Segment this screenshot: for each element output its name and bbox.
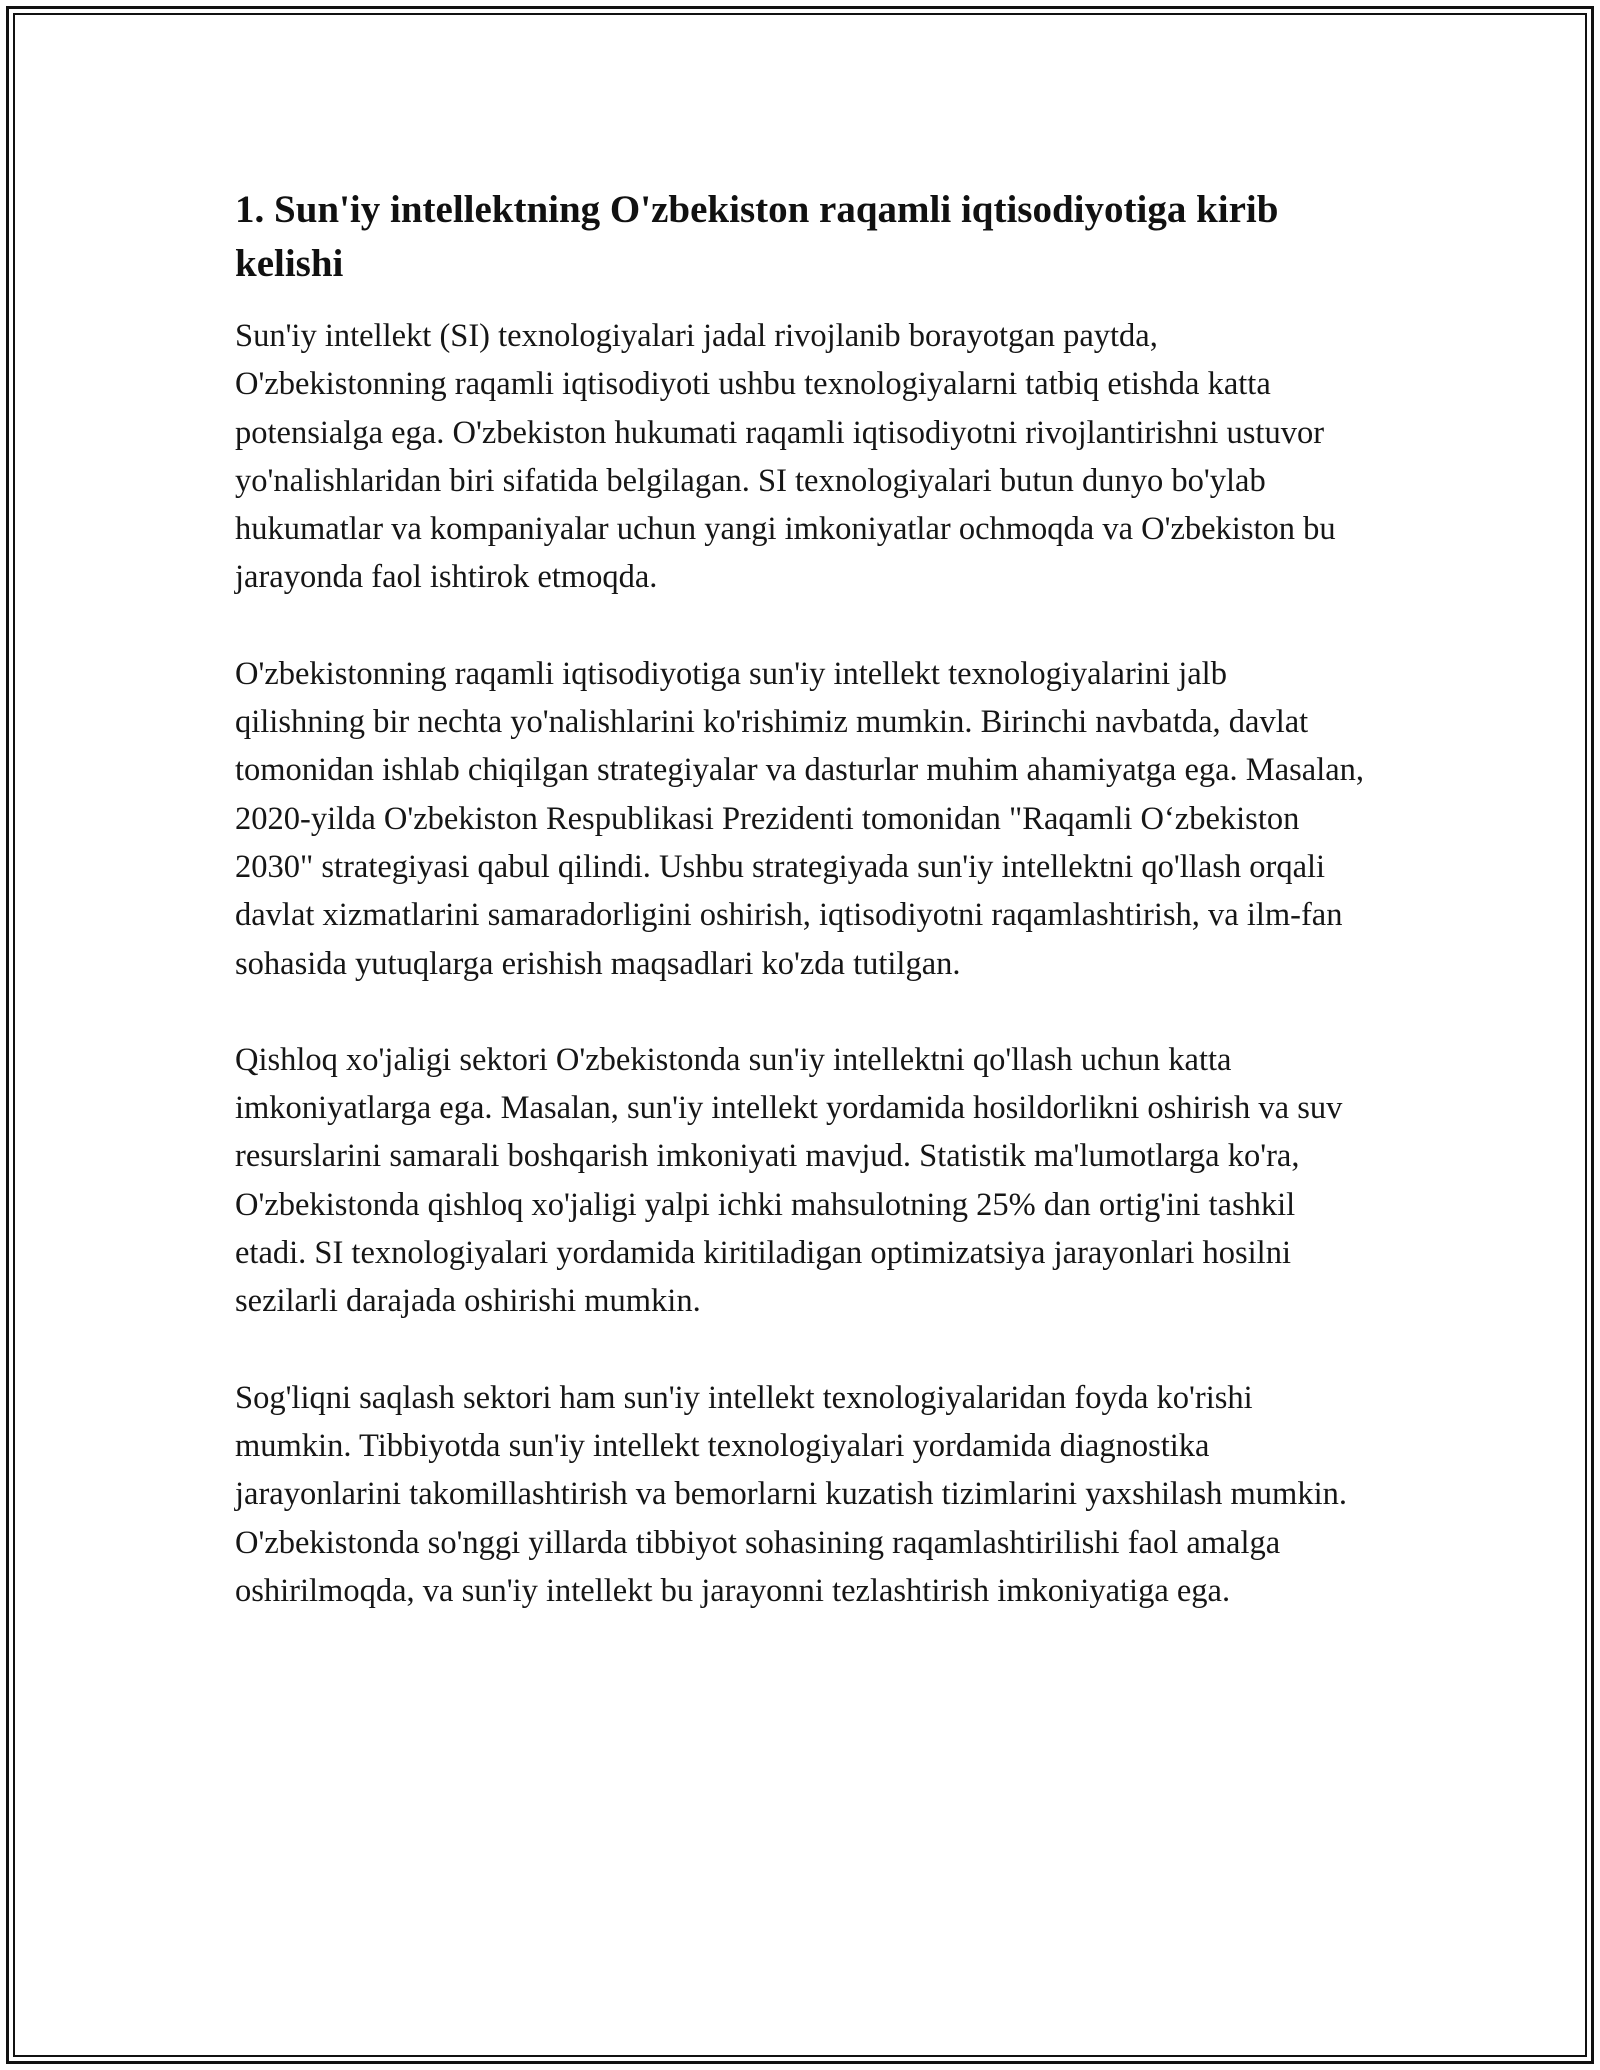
paragraph-intro: Sun'iy intellekt (SI) texnologiyalari jadal rivojlanib borayotgan paytda, O'zbekistonning raqamli iqtisodiyoti ushbu texnologiyalarni tatbiq etishda katta potensialga ega. O'zbekiston hukumati raqamli iqtisodiyotni rivojlantirishni ustuvor yo'nalishlaridan biri sifatida belgilagan. SI texnologiyalari butun dunyo bo'ylab hukumatlar va kompaniyalar uchun yangi imkoniyatlar ochmoqda va O'zbekiston bu jarayonda faol ishtirok etmoqda. [235,318,1336,596]
paragraph-healthcare: Sog'liqni saqlash sektori ham sun'iy intellekt texnologiyalaridan foyda ko'rishi mumkin. Tibbiyotda sun'iy intellekt texnologiyalari yordamida diagnostika jarayonlarini takomillashtirish va bemorlarni kuzatish tizimlarini yaxshilash mumkin. O'zbekistonda so'nggi yillarda tibbiyot sohasining raqamlashtirilishi faol amalga oshirilmoqda, va sun'iy intellekt bu jarayonni tezlashtirish imkoniyatiga ega. [235,1379,1347,1609]
paragraph-strategy: O'zbekistonning raqamli iqtisodiyotiga sun'iy intellekt texnologiyalarini jalb qilishning bir nechta yo'nalishlarini ko'rishimiz mumkin. Birinchi navbatda, davlat tomonidan ishlab chiqilgan strategiyalar va dasturlar muhim ahamiyatga ega. Masalan, 2020-yilda O'zbekiston Respublikasi Prezidenti tomonidan "Raqamli O‘zbekiston 2030" strategiyasi qabul qilindi. Ushbu strategiyada sun'iy intellektni qo'llash orqali davlat xizmatlarini samaradorligini oshirish, iqtisodiyotni raqamlashtirish, va ilm-fan sohasida yutuqlarga erishish maqsadlari ko'zda tutilgan. [235,655,1365,982]
document-body [235,183,1365,1663]
paragraph-agriculture: Qishloq xo'jaligi sektori O'zbekistonda sun'iy intellektni qo'llash uchun katta imkoniyatlarga ega. Masalan, sun'iy intellekt yordamida hosildorlikni oshirish va suv resurslarini samarali boshqarish imkoniyati mavjud. Statistik ma'lumotlarga ko'ra, O'zbekistonda qishloq xo'jaligi yalpi ichki mahsulotning 25% dan ortig'ini tashkil etadi. SI texnologiyalari yordamida kiritiladigan optimizatsiya jarayonlari hosilni sezilarli darajada oshirishi mumkin. [235,1041,1343,1320]
section-title: 1. Sun'iy intellektning O'zbekiston raqamli iqtisodiyotiga kirib kelishi [235,188,1279,285]
